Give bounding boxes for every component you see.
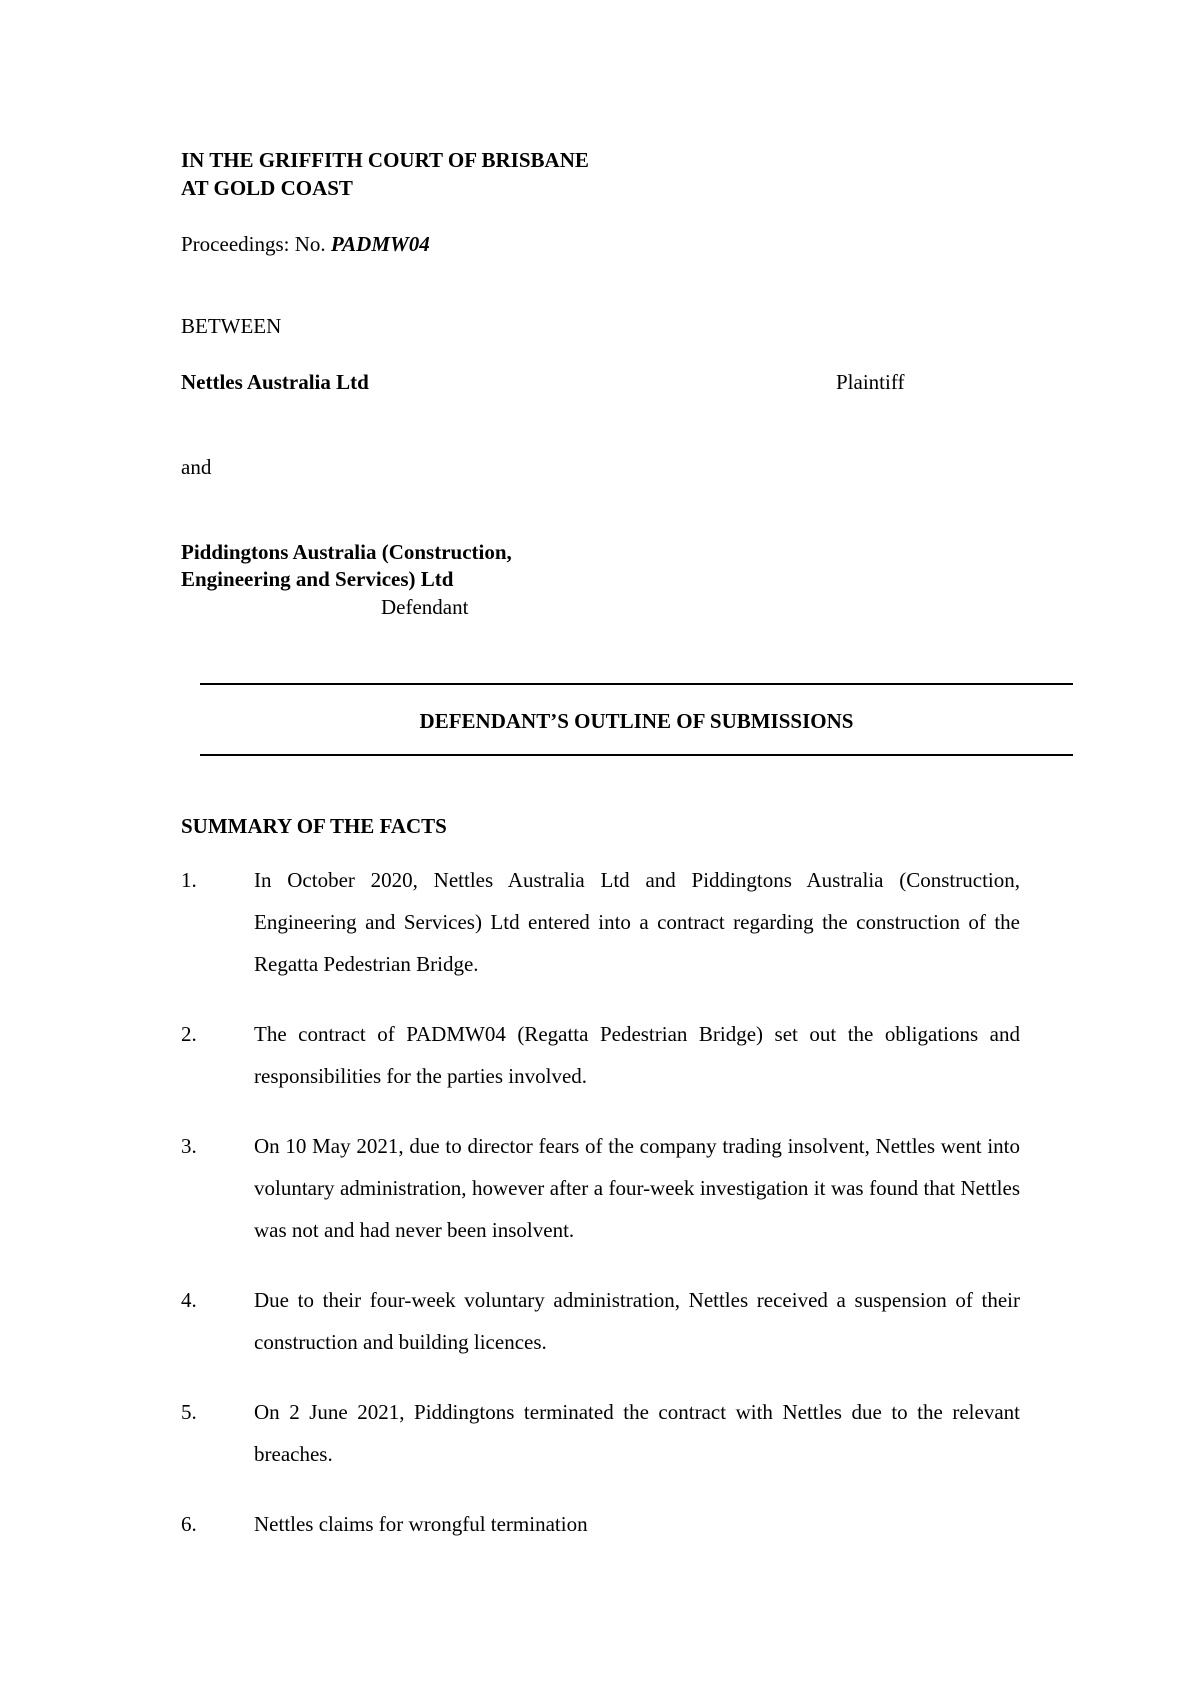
item-text: The contract of PADMW04 (Regatta Pedestrian Bridge) set out the obligations and responsibilities for the parties involved. [254,1022,1020,1088]
item-text: In October 2020, Nettles Australia Ltd and Piddingtons Australia (Construction, Engineering and Services) Ltd entered into a contract regarding the construction of the Regatta Pedestrian Bridge. [254,868,1020,976]
defendant-name-line2: Engineering and Services) Ltd [181,567,454,591]
plaintiff-role: Plaintiff [836,370,905,394]
proceedings-number: PADMW04 [330,232,430,256]
item-text: Nettles claims for wrongful termination [254,1512,588,1536]
proceedings-label: Proceedings: No. [181,232,326,256]
item-number: 6. [181,1512,197,1536]
item-text: On 10 May 2021, due to director fears of the company trading insolvent, Nettles went into voluntary administration, however after a four-week investigation it was found that Nettles was not and had never been insolvent. [254,1134,1020,1242]
title-rule-bottom [200,754,1073,756]
and-label: and [181,455,212,479]
defendant-name-line1: Piddingtons Australia (Construction, [181,540,512,564]
item-number: 2. [181,1022,197,1046]
item-number: 3. [181,1134,197,1158]
plaintiff-name: Nettles Australia Ltd [181,370,369,394]
summary-heading: SUMMARY OF THE FACTS [181,814,447,838]
item-text: On 2 June 2021, Piddingtons terminated the contract with Nettles due to the relevant breaches. [254,1400,1020,1466]
court-name-line1: IN THE GRIFFITH COURT OF BRISBANE [181,148,589,172]
proceedings-line [181,230,430,258]
item-number: 4. [181,1288,197,1312]
document-title: DEFENDANT’S OUTLINE OF SUBMISSIONS [419,709,854,733]
between-label: BETWEEN [181,314,282,338]
court-name-line2: AT GOLD COAST [181,176,353,200]
item-number: 5. [181,1400,197,1424]
defendant-role: Defendant [381,595,469,619]
item-number: 1. [181,868,197,892]
title-rule-top [200,683,1073,685]
item-text: Due to their four-week voluntary administration, Nettles received a suspension of their construction and building licences. [254,1288,1020,1354]
